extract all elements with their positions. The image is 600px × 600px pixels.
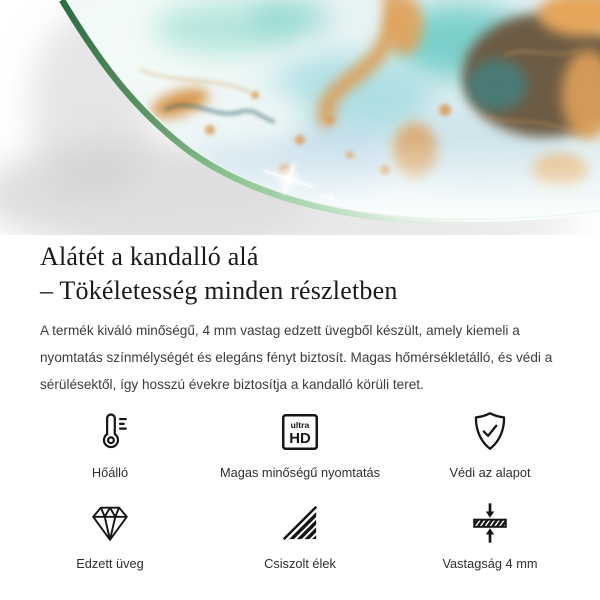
feature-label: Vastagság 4 mm	[442, 556, 538, 571]
product-hero-image	[0, 0, 600, 235]
feature-protects-base	[395, 409, 585, 481]
feature-label: Hőálló	[91, 465, 129, 480]
ultra-hd-icon-text-top: ultra	[290, 420, 310, 431]
glass-plate-artwork-image	[0, 0, 600, 235]
ultra-hd-icon	[205, 409, 395, 455]
feature-heat-resistant	[15, 409, 205, 481]
shield-check-icon	[395, 409, 585, 455]
page-title-line2: – Tökéletesség minden részletben	[40, 276, 398, 305]
feature-label: Csiszolt élek	[264, 556, 336, 571]
feature-thickness	[395, 500, 585, 572]
ultra-hd-icon-text-bottom: HD	[289, 431, 311, 448]
polished-edge-icon	[205, 500, 395, 546]
diamond-icon	[15, 500, 205, 546]
feature-polished-edges	[205, 500, 395, 572]
product-description: A termék kiváló minőségű, 4 mm vastag edzett üvegből készült, amely kiemeli a nyomtatás színmélységét és elegáns fényt biztosít. Magas hőmérsékletálló, és védi a sérülésektől, így hosszú évekre biztosítja a kandalló körüli teret.	[40, 323, 553, 392]
feature-label: Edzett üveg	[76, 556, 144, 571]
thermometer-icon	[15, 409, 205, 455]
feature-label: Magas minőségű nyomtatás	[219, 465, 381, 480]
feature-label: Védi az alapot	[449, 465, 531, 480]
page-title	[40, 240, 560, 308]
product-content-section	[0, 240, 600, 572]
feature-grid	[15, 409, 585, 572]
feature-tempered-glass	[15, 500, 205, 572]
thickness-icon	[395, 500, 585, 546]
page-title-line1: Alátét a kandalló alá	[40, 242, 259, 271]
feature-high-quality-print	[205, 409, 395, 481]
